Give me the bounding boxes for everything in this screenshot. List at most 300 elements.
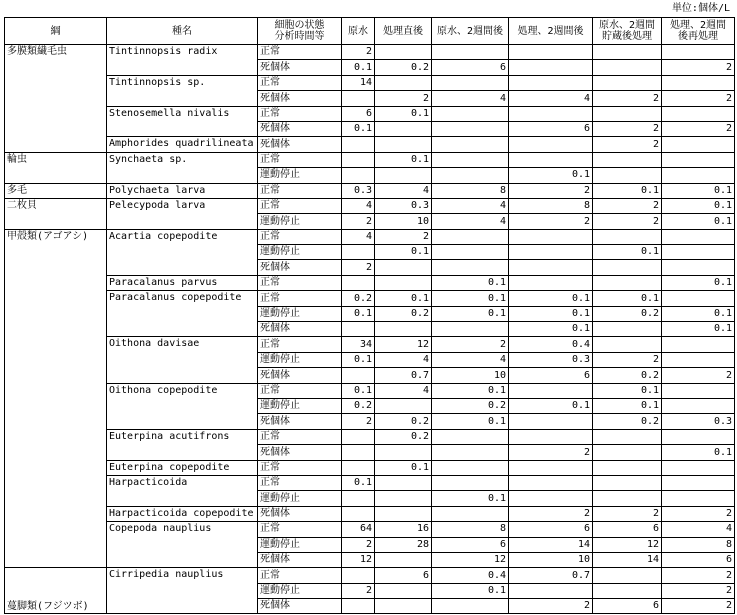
value-cell: 0.1 <box>593 183 662 198</box>
value-cell <box>342 91 375 106</box>
value-cell <box>375 322 432 337</box>
value-cell: 0.1 <box>375 291 432 306</box>
value-cell: 2 <box>375 91 432 106</box>
state-cell: 死個体 <box>258 414 342 429</box>
value-cell: 0.2 <box>375 60 432 75</box>
value-cell: 2 <box>662 568 735 583</box>
species-cell: Synchaeta sp. <box>107 152 258 183</box>
table-row <box>5 152 735 167</box>
value-cell <box>662 152 735 167</box>
value-cell: 10 <box>432 368 509 383</box>
value-cell: 0.1 <box>375 460 432 475</box>
value-cell <box>342 275 375 290</box>
value-cell: 10 <box>375 214 432 229</box>
value-cell: 0.3 <box>662 414 735 429</box>
value-cell: 0.1 <box>662 198 735 213</box>
state-cell: 正常 <box>258 152 342 167</box>
value-cell: 0.1 <box>662 183 735 198</box>
unit-label: 単位:個体/L <box>671 3 730 14</box>
state-cell: 正常 <box>258 229 342 244</box>
value-cell: 2 <box>342 260 375 275</box>
value-cell: 4 <box>375 352 432 367</box>
value-cell: 0.2 <box>342 291 375 306</box>
class-cell: 多膜類繊毛虫 <box>5 45 107 153</box>
value-cell <box>432 45 509 60</box>
species-cell: Euterpina copepodite <box>107 460 258 475</box>
value-cell: 0.1 <box>342 475 375 490</box>
species-cell: Oithona copepodite <box>107 383 258 429</box>
value-cell: 4 <box>432 91 509 106</box>
value-cell: 6 <box>432 60 509 75</box>
value-cell <box>509 275 593 290</box>
state-cell: 死個体 <box>258 60 342 75</box>
table-row <box>5 229 735 244</box>
value-cell <box>509 460 593 475</box>
value-cell: 10 <box>509 552 593 567</box>
table-row <box>5 568 735 583</box>
header-line: 後再処理 <box>678 31 718 42</box>
value-cell <box>593 460 662 475</box>
value-cell: 0.1 <box>375 245 432 260</box>
state-cell: 正常 <box>258 198 342 213</box>
value-cell: 12 <box>593 537 662 552</box>
state-cell: 運動停止 <box>258 168 342 183</box>
value-cell <box>432 137 509 152</box>
value-cell: 0.1 <box>432 275 509 290</box>
table-body <box>5 45 735 614</box>
value-cell <box>509 106 593 121</box>
value-cell: 0.1 <box>593 291 662 306</box>
value-cell: 0.3 <box>509 352 593 367</box>
species-cell: Harpacticoida <box>107 475 258 506</box>
value-cell <box>593 275 662 290</box>
value-cell: 0.1 <box>593 245 662 260</box>
value-cell <box>662 475 735 490</box>
value-cell: 14 <box>593 552 662 567</box>
value-cell <box>509 583 593 598</box>
value-cell: 6 <box>375 568 432 583</box>
header-species: 種名 <box>107 18 258 45</box>
value-cell <box>593 75 662 90</box>
value-cell <box>593 583 662 598</box>
state-cell: 死個体 <box>258 368 342 383</box>
species-cell: Cirripedia nauplius <box>107 568 258 614</box>
value-cell: 0.1 <box>662 322 735 337</box>
value-cell <box>375 260 432 275</box>
value-cell <box>509 245 593 260</box>
value-cell: 4 <box>375 183 432 198</box>
value-cell: 2 <box>662 368 735 383</box>
value-cell: 64 <box>342 522 375 537</box>
value-cell <box>375 599 432 614</box>
value-cell <box>593 475 662 490</box>
value-cell <box>432 229 509 244</box>
value-cell: 0.2 <box>593 414 662 429</box>
value-cell <box>432 599 509 614</box>
value-cell <box>509 45 593 60</box>
table-row <box>5 106 735 121</box>
header-line: 貯蔵後処理 <box>602 31 652 42</box>
header-line: 分析時間等 <box>274 31 325 42</box>
value-cell: 0.1 <box>662 275 735 290</box>
value-cell <box>662 229 735 244</box>
value-cell: 0.1 <box>432 583 509 598</box>
value-cell <box>509 475 593 490</box>
value-cell: 0.2 <box>375 414 432 429</box>
value-cell: 0.1 <box>342 306 375 321</box>
class-cell: 多毛 <box>5 183 107 198</box>
value-cell: 4 <box>509 91 593 106</box>
value-cell <box>432 475 509 490</box>
value-cell <box>342 491 375 506</box>
value-cell <box>509 491 593 506</box>
value-cell: 2 <box>342 45 375 60</box>
value-cell <box>342 445 375 460</box>
value-cell: 6 <box>342 106 375 121</box>
header-state <box>258 18 342 45</box>
state-cell: 死個体 <box>258 260 342 275</box>
state-cell: 死個体 <box>258 445 342 460</box>
value-cell: 6 <box>593 522 662 537</box>
value-cell: 4 <box>432 198 509 213</box>
state-cell: 正常 <box>258 183 342 198</box>
header-line: 原水、2週間 <box>598 20 656 31</box>
table-row <box>5 183 735 198</box>
state-cell: 死個体 <box>258 599 342 614</box>
header-line: 処理、2週間 <box>669 20 727 31</box>
value-cell <box>662 383 735 398</box>
value-cell: 4 <box>432 214 509 229</box>
value-cell: 0.7 <box>509 568 593 583</box>
value-cell <box>662 491 735 506</box>
header-raw: 原水 <box>342 18 375 45</box>
value-cell: 2 <box>593 137 662 152</box>
value-cell: 0.1 <box>342 352 375 367</box>
species-cell: Harpacticoida copepodite <box>107 506 258 521</box>
value-cell: 6 <box>432 537 509 552</box>
value-cell <box>662 245 735 260</box>
value-cell: 2 <box>342 537 375 552</box>
value-cell: 0.1 <box>662 214 735 229</box>
table-row <box>5 137 735 152</box>
value-cell: 2 <box>593 121 662 136</box>
value-cell <box>375 445 432 460</box>
value-cell: 0.1 <box>509 398 593 413</box>
value-cell <box>342 506 375 521</box>
plankton-table <box>4 17 735 614</box>
value-cell <box>342 460 375 475</box>
value-cell <box>375 491 432 506</box>
table-row <box>5 291 735 306</box>
header-raw-2w: 原水、2週間後 <box>432 18 509 45</box>
value-cell: 8 <box>432 522 509 537</box>
value-cell: 0.1 <box>342 383 375 398</box>
value-cell: 14 <box>509 537 593 552</box>
value-cell <box>375 121 432 136</box>
value-cell <box>509 383 593 398</box>
value-cell: 2 <box>342 414 375 429</box>
value-cell <box>593 429 662 444</box>
state-cell: 正常 <box>258 460 342 475</box>
value-cell <box>593 491 662 506</box>
value-cell <box>662 168 735 183</box>
state-cell: 正常 <box>258 106 342 121</box>
species-cell: Copepoda nauplius <box>107 522 258 568</box>
value-cell <box>662 291 735 306</box>
value-cell: 2 <box>509 506 593 521</box>
value-cell <box>342 368 375 383</box>
value-cell <box>432 429 509 444</box>
value-cell: 4 <box>342 198 375 213</box>
species-cell: Polychaeta larva <box>107 183 258 198</box>
table-row <box>5 337 735 352</box>
state-cell: 運動停止 <box>258 306 342 321</box>
value-cell <box>662 137 735 152</box>
state-cell: 死個体 <box>258 322 342 337</box>
value-cell: 0.1 <box>375 152 432 167</box>
table-row <box>5 522 735 537</box>
value-cell: 0.3 <box>375 198 432 213</box>
value-cell: 0.2 <box>375 429 432 444</box>
table-row <box>5 275 735 290</box>
value-cell: 2 <box>342 214 375 229</box>
value-cell <box>662 429 735 444</box>
value-cell <box>432 322 509 337</box>
value-cell <box>342 168 375 183</box>
value-cell: 0.3 <box>342 183 375 198</box>
value-cell <box>375 45 432 60</box>
value-cell: 0.2 <box>593 368 662 383</box>
value-cell <box>662 260 735 275</box>
value-cell: 4 <box>662 522 735 537</box>
value-cell: 4 <box>432 352 509 367</box>
table-row <box>5 475 735 490</box>
value-cell <box>432 152 509 167</box>
header-line: 細胞の状態 <box>274 20 325 31</box>
state-cell: 運動停止 <box>258 398 342 413</box>
state-cell: 運動停止 <box>258 583 342 598</box>
value-cell: 0.2 <box>432 398 509 413</box>
value-cell: 12 <box>432 552 509 567</box>
species-cell: Stenosemella nivalis <box>107 106 258 137</box>
class-cell: 甲殻類(アゴアシ) <box>5 229 107 568</box>
state-cell: 運動停止 <box>258 245 342 260</box>
species-cell: Tintinnopsis sp. <box>107 75 258 106</box>
state-cell: 運動停止 <box>258 537 342 552</box>
value-cell: 0.1 <box>432 414 509 429</box>
value-cell: 2 <box>375 229 432 244</box>
value-cell <box>593 229 662 244</box>
value-cell: 0.1 <box>509 168 593 183</box>
value-cell: 0.1 <box>593 398 662 413</box>
value-cell: 0.1 <box>432 491 509 506</box>
state-cell: 正常 <box>258 568 342 583</box>
state-cell: 正常 <box>258 291 342 306</box>
value-cell <box>375 75 432 90</box>
value-cell: 2 <box>593 198 662 213</box>
species-cell: Paracalanus copepodite <box>107 291 258 337</box>
value-cell <box>662 337 735 352</box>
value-cell <box>662 460 735 475</box>
value-cell: 6 <box>593 599 662 614</box>
value-cell: 34 <box>342 337 375 352</box>
value-cell <box>375 506 432 521</box>
header-stored-treated <box>593 18 662 45</box>
value-cell: 6 <box>509 121 593 136</box>
table-row <box>5 429 735 444</box>
value-cell: 2 <box>509 214 593 229</box>
value-cell: 8 <box>662 537 735 552</box>
value-cell: 2 <box>662 583 735 598</box>
value-cell <box>432 121 509 136</box>
value-cell: 6 <box>662 552 735 567</box>
value-cell <box>509 152 593 167</box>
value-cell <box>432 260 509 275</box>
table-row <box>5 198 735 213</box>
value-cell <box>662 398 735 413</box>
value-cell: 2 <box>509 183 593 198</box>
value-cell: 2 <box>662 599 735 614</box>
value-cell <box>509 75 593 90</box>
state-cell: 死個体 <box>258 121 342 136</box>
value-cell <box>342 568 375 583</box>
value-cell: 2 <box>662 91 735 106</box>
value-cell <box>375 275 432 290</box>
value-cell <box>593 445 662 460</box>
value-cell <box>593 106 662 121</box>
value-cell: 2 <box>593 214 662 229</box>
value-cell: 0.1 <box>509 306 593 321</box>
value-cell <box>509 60 593 75</box>
value-cell: 0.2 <box>375 306 432 321</box>
value-cell: 0.1 <box>509 322 593 337</box>
value-cell: 0.1 <box>593 383 662 398</box>
value-cell <box>432 245 509 260</box>
state-cell: 正常 <box>258 429 342 444</box>
header-treated: 処理直後 <box>375 18 432 45</box>
state-cell: 運動停止 <box>258 491 342 506</box>
value-cell <box>662 106 735 121</box>
value-cell: 8 <box>432 183 509 198</box>
value-cell <box>432 106 509 121</box>
class-cell: 蔓脚類(フジツボ) <box>5 568 107 614</box>
value-cell <box>509 429 593 444</box>
value-cell <box>593 152 662 167</box>
value-cell: 2 <box>662 506 735 521</box>
value-cell <box>662 45 735 60</box>
species-cell: Amphorides quadrilineata <box>107 137 258 152</box>
state-cell: 死個体 <box>258 91 342 106</box>
value-cell <box>593 45 662 60</box>
value-cell: 4 <box>375 383 432 398</box>
value-cell <box>509 260 593 275</box>
value-cell <box>432 75 509 90</box>
value-cell <box>342 245 375 260</box>
species-cell: Paracalanus parvus <box>107 275 258 290</box>
value-cell: 16 <box>375 522 432 537</box>
value-cell: 12 <box>375 337 432 352</box>
value-cell: 0.4 <box>432 568 509 583</box>
value-cell <box>375 583 432 598</box>
species-cell: Tintinnopsis radix <box>107 45 258 76</box>
value-cell <box>432 506 509 521</box>
value-cell <box>342 152 375 167</box>
value-cell <box>509 229 593 244</box>
value-cell: 2 <box>509 445 593 460</box>
state-cell: 正常 <box>258 475 342 490</box>
species-cell: Oithona davisae <box>107 337 258 383</box>
value-cell: 2 <box>662 121 735 136</box>
value-cell: 0.1 <box>432 306 509 321</box>
value-cell: 6 <box>509 522 593 537</box>
value-cell: 28 <box>375 537 432 552</box>
value-cell: 0.1 <box>342 121 375 136</box>
value-cell: 2 <box>662 60 735 75</box>
value-cell <box>662 75 735 90</box>
value-cell: 2 <box>432 337 509 352</box>
value-cell: 0.1 <box>662 445 735 460</box>
value-cell: 2 <box>593 91 662 106</box>
state-cell: 死個体 <box>258 137 342 152</box>
value-cell: 0.1 <box>662 306 735 321</box>
table-row <box>5 506 735 521</box>
value-cell <box>593 322 662 337</box>
species-cell: Pelecypoda larva <box>107 198 258 229</box>
value-cell: 4 <box>342 229 375 244</box>
header-class: 綱 <box>5 18 107 45</box>
value-cell: 0.4 <box>509 337 593 352</box>
value-cell <box>375 552 432 567</box>
class-cell: 二枚貝 <box>5 198 107 229</box>
value-cell: 6 <box>509 368 593 383</box>
value-cell: 0.2 <box>342 398 375 413</box>
state-cell: 正常 <box>258 75 342 90</box>
table-row <box>5 75 735 90</box>
value-cell <box>432 445 509 460</box>
value-cell <box>375 168 432 183</box>
state-cell: 正常 <box>258 275 342 290</box>
value-cell: 2 <box>593 506 662 521</box>
value-cell <box>375 398 432 413</box>
species-cell: Euterpina acutifrons <box>107 429 258 460</box>
value-cell: 14 <box>342 75 375 90</box>
header-treated-2w: 処理、2週間後 <box>509 18 593 45</box>
value-cell <box>509 137 593 152</box>
value-cell <box>375 137 432 152</box>
header-row <box>5 18 735 45</box>
header-retreated <box>662 18 735 45</box>
value-cell: 2 <box>593 352 662 367</box>
state-cell: 運動停止 <box>258 214 342 229</box>
value-cell <box>432 460 509 475</box>
state-cell: 運動停止 <box>258 352 342 367</box>
state-cell: 正常 <box>258 337 342 352</box>
value-cell <box>342 322 375 337</box>
value-cell <box>342 137 375 152</box>
value-cell <box>432 168 509 183</box>
value-cell <box>593 168 662 183</box>
value-cell <box>662 352 735 367</box>
value-cell <box>593 60 662 75</box>
value-cell <box>342 599 375 614</box>
species-cell: Acartia copepodite <box>107 229 258 275</box>
table-row <box>5 460 735 475</box>
state-cell: 死個体 <box>258 552 342 567</box>
state-cell: 正常 <box>258 522 342 537</box>
value-cell <box>509 414 593 429</box>
value-cell: 0.1 <box>509 291 593 306</box>
value-cell: 0.1 <box>375 106 432 121</box>
